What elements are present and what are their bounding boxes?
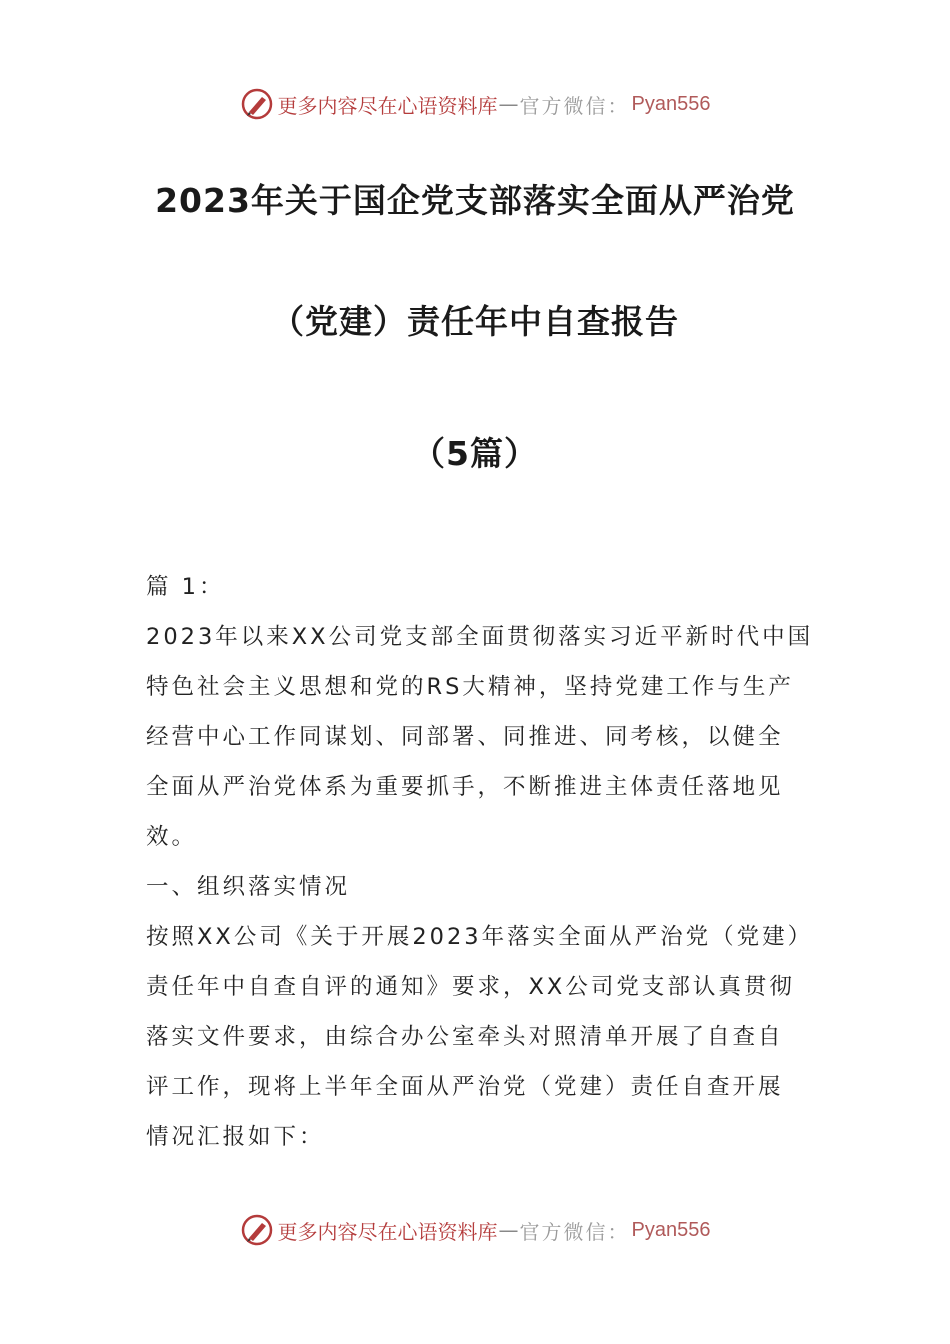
watermark-separator: — <box>498 92 519 116</box>
body-line: 评工作，现将上半年全面从严治党（党建）责任自查开展 <box>146 1074 784 1100</box>
watermark-separator: — <box>498 1218 519 1242</box>
title-line-2: （党建）责任年中自查报告 <box>271 302 679 341</box>
pen-logo-icon <box>240 1213 274 1247</box>
watermark-text: 更多内容尽在心语资料库 <box>277 1219 498 1244</box>
body-line: 按照XX公司《关于开展2023年落实全面从严治党（党建） <box>146 924 814 950</box>
body-line: 落实文件要求，由综合办公室牵头对照清单开展了自查自 <box>146 1024 784 1050</box>
pen-logo-icon <box>240 87 274 121</box>
body-line: 2023年以来XX公司党支部全面贯彻落实习近平新时代中国 <box>146 624 814 650</box>
title-line-3: （5篇） <box>412 434 538 473</box>
body-line: 篇 1： <box>146 574 225 600</box>
body-line: 情况汇报如下： <box>146 1124 325 1150</box>
watermark-banner-top <box>0 84 950 124</box>
body-line: 全面从严治党体系为重要抓手，不断推进主体责任落地见 <box>146 774 784 800</box>
section-heading: 一、组织落实情况 <box>146 874 351 900</box>
body-line: 效。 <box>146 824 198 850</box>
title-line-1: 2023年关于国企党支部落实全面从严治党 <box>155 181 795 220</box>
watermark-wechat-id: Pyan556 <box>631 92 711 115</box>
watermark-text: 更多内容尽在心语资料库 <box>277 93 498 118</box>
watermark-banner-bottom <box>0 1210 950 1250</box>
watermark-wechat-label: 官方微信： <box>519 1219 630 1244</box>
body-line: 经营中心工作同谋划、同部署、同推进、同考核，以健全 <box>146 724 784 750</box>
body-line: 责任年中自查自评的通知》要求，XX公司党支部认真贯彻 <box>146 974 795 1000</box>
watermark-wechat-id: Pyan556 <box>631 1218 711 1241</box>
body-line: 特色社会主义思想和党的RS大精神，坚持党建工作与生产 <box>146 674 794 700</box>
watermark-wechat-label: 官方微信： <box>519 93 630 118</box>
body-text <box>146 562 814 1162</box>
